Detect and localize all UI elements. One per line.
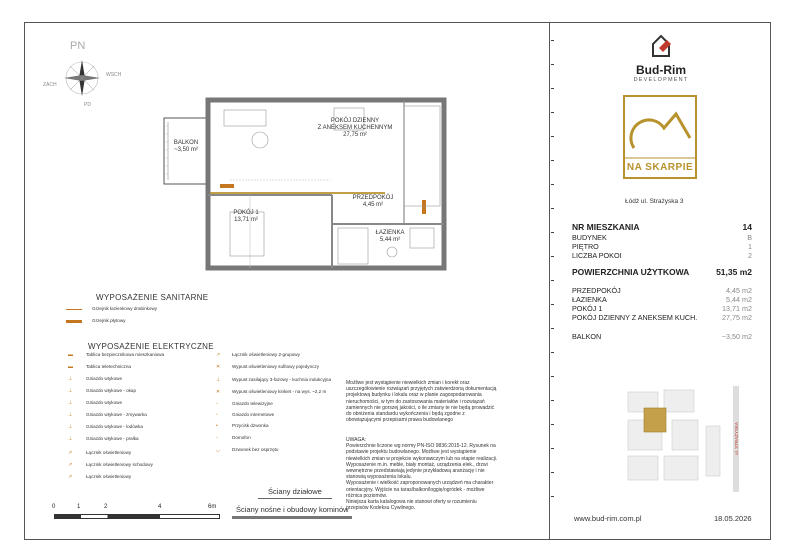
sanitary-title: WYPOSAŻENIE SANITARNE	[96, 293, 209, 302]
compass-south: PD	[84, 102, 91, 108]
brand-name: Bud-Rim	[636, 63, 686, 77]
site-street-label: ul. STRAŻYSKA	[733, 422, 739, 455]
scale-bar	[52, 504, 228, 524]
elec-left-item: Tablica teletechniczna	[86, 364, 131, 369]
sanitary-symbol-panel	[66, 320, 82, 323]
walls-partition-line	[258, 498, 332, 499]
wall-light-icon: ✕	[216, 389, 221, 395]
brand-logo	[616, 32, 706, 83]
notes-disclaimer: Możliwe jest wystąpienie niewielkich zmian i korekt oraz uszczegółowienie rozwiązań przyjętych zatwierdzoną dokumentacją projektową budynku i lokalu oraz w planie zagospodarowania nieruchomości, w tym do zastosowania materiałów i rozwiązań zamiennych nie gorszej jakości, o ile zmiany te nie będą prowadzić do obniżenia standardu wykończenia i będą zgodne z obowiązującymi przepisami prawa budowlanego	[346, 380, 497, 424]
elec-left-item: Gniazdo wtykowe - lodówka	[86, 424, 143, 429]
panel-fuse-icon: ▬	[68, 352, 73, 358]
panel-tele-icon: ▬	[68, 364, 73, 370]
elec-right-item: Domofon	[232, 435, 251, 440]
ceiling-light-icon: ✕	[216, 364, 221, 370]
elec-left-item: Gniazdo wtykowe - okap	[86, 388, 137, 393]
footer-url[interactable]: www.bud-rim.com.pl	[574, 514, 642, 523]
socket-fridge-icon: ⊥	[68, 424, 73, 430]
room-balkon: BALKON ~3,50 m²	[173, 140, 199, 153]
project-address: Łódź ul. Strażyska 3	[625, 198, 684, 205]
elec-right-item: Wypust zasilający 3-fazowy - kuchnia indukcyjna	[232, 377, 332, 382]
bud-rim-logo-icon	[647, 32, 675, 60]
project-name: NA SKARPIE	[626, 162, 694, 173]
site-plan-drawing	[620, 386, 760, 492]
room-pokoj1: POKÓJ 1 13,71 m²	[233, 210, 259, 223]
brand-sub: DEVELOPMENT	[633, 77, 689, 83]
elec-right-item: Gniazdo internetowe	[232, 412, 275, 417]
project-logo	[618, 92, 702, 188]
compass	[43, 40, 122, 110]
sanitary-symbol-ladder	[66, 309, 82, 310]
elec-left-item: Gniazdo wtykowe - zmywarka	[86, 412, 147, 417]
switch-stair-icon: ↗	[68, 462, 73, 468]
walls-bearing-line	[232, 516, 352, 519]
intercom-icon: ▫	[216, 435, 218, 441]
elec-right-item: Gniazdo telewizyjne	[232, 401, 273, 406]
switch-2group-icon: ↗	[216, 352, 221, 358]
electrical-title: WYPOSAŻENIE ELEKTRYCZNE	[88, 342, 214, 351]
room-przedpokoj: PRZEDPOKÓJ 4,45 m²	[352, 195, 394, 208]
scale-bar-line	[54, 514, 220, 519]
walls-bearing-label: Ściany nośne i obudowy kominów	[236, 505, 349, 514]
footer-date: 18.05.2026	[714, 514, 752, 523]
tv-socket-icon: ▫	[216, 401, 218, 407]
scale-tick-label: 4	[158, 504, 162, 510]
socket-icon: ⊥	[68, 400, 73, 406]
elec-right-item: Wypust oświetleniowy sufitowy pojedynczy	[232, 364, 320, 369]
walls-partition-label: Ściany działowe	[268, 487, 322, 496]
room-lazienka: ŁAZIENKA 5,44 m²	[375, 230, 405, 243]
socket-hood-icon: ⊥	[68, 388, 73, 394]
socket-icon: ⊥	[68, 376, 73, 382]
dashed-divider	[551, 40, 555, 520]
compass-west: ZACH	[43, 82, 57, 88]
sanitary-item-panel: Grzejnik płytowy	[92, 318, 126, 323]
elec-right-item: Wypust oświetleniowy kinkiet - na wys. ~2,2 m	[232, 389, 327, 394]
sanitary-item-ladder: Grzejnik łazienkowy drabinkowy	[92, 306, 158, 311]
scale-tick-label: 2	[104, 504, 108, 510]
elec-left-item: Łącznik oświetleniowy	[86, 474, 132, 479]
scale-tick-label: 6m	[208, 504, 217, 510]
scale-tick-label: 1	[77, 504, 81, 510]
elec-left-item: Łącznik oświetleniowy schodowy	[86, 462, 153, 467]
na-skarpie-logo-icon	[618, 92, 702, 188]
compass-north: PN	[70, 40, 86, 52]
internet-socket-icon: ▫	[216, 412, 218, 418]
floor-plan	[160, 92, 460, 277]
elec-left-item: Gniazdo wtykowe	[86, 400, 123, 405]
elec-left-item: Łącznik oświetleniowy	[86, 450, 132, 455]
elec-left-item: Gniazdo wtykowe	[86, 376, 123, 381]
switch-icon: ↗	[68, 474, 73, 480]
socket-dishwasher-icon: ⊥	[68, 412, 73, 418]
notes-uwaga: UWAGA: Powierzchnie liczone wg normy PN-ISO 9836:2015-12. Rysunek na podstawie projektu budowlanego. Możliwe jest wystąpienie niewielkich zmian w projekcie wykonawczym lub na etapie realizacji. Wyposażenie m.in. meble, biały montaż, urządzenia elek., drzwi wewnętrzne przedstawiają jedynie przykładową aranżację i nie stanowią wyposażenia lokalu. Wyposażenie i wielkość zaproponowanych urządzeń ma charakter orientacyjny. Wyjście na taras/balkon/loggię/ogródek - możliwe różnica poziomów. Niniejsza karta katalogowa nie stanowi oferty w rozumieniu przepisów Kodeksu Cywilnego.	[346, 437, 498, 512]
switch-icon: ↗	[68, 450, 73, 456]
elec-left-item: Gniazdo wtykowe - pralka	[86, 436, 139, 441]
socket-washer-icon: ⊥	[68, 436, 73, 442]
doorbell-button-icon: •	[216, 423, 218, 429]
elec-right-item: Łącznik oświetleniowy 2-grupowy	[232, 352, 300, 357]
elec-right-item: Dzwonek bez osprzętu	[232, 447, 279, 452]
site-plan	[620, 386, 760, 492]
elec-left-item: Tablica bezpiecznikowa mieszkaniowa	[86, 352, 165, 357]
compass-east: WSCH	[106, 72, 122, 78]
scale-tick-label: 0	[52, 504, 56, 510]
room-pokoj-dzienny: POKÓJ DZIENNY Z ANEKSEM KUCHENNYM 27,75 m²	[317, 118, 393, 138]
elec-right-item: Przycisk dzwonka	[232, 423, 269, 428]
induction-outlet-icon: ⊥	[216, 377, 221, 383]
doorbell-icon: ◡	[216, 447, 221, 453]
